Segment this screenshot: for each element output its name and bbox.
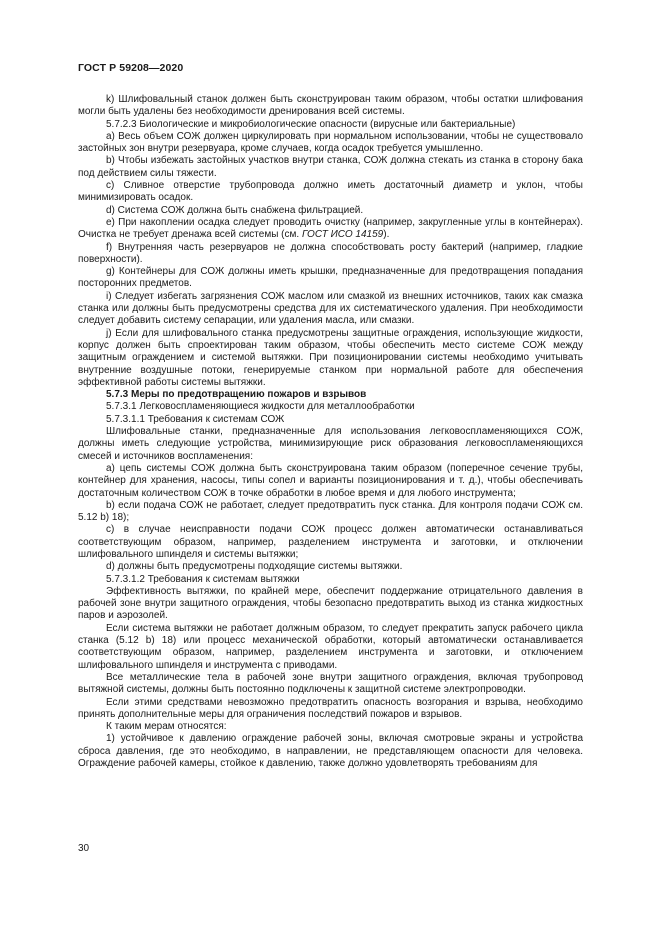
section-heading: 5.7.3 Меры по предотвращению пожаров и взрывов xyxy=(106,389,367,401)
paragraph xyxy=(78,217,583,242)
paragraph: b) если подача СОЖ не работает, следует предотвратить пуск станка. Для контроля подачи СОЖ см. 5.12 b) 18); xyxy=(78,499,583,524)
paragraph-text: e) При накоплении осадка следует проводить очистку (например, закругленные углы в контейнерах). Очистка не требует дренажа всей системы (см. xyxy=(78,216,583,241)
paragraph: К таким мерам относятся: xyxy=(106,721,227,733)
paragraph: 5.7.2.3 Биологические и микробиологические опасности (вирусные или бактериальные) xyxy=(106,118,516,130)
paragraph: i) Следует избегать загрязнения СОЖ маслом или смазкой из внешних источников, таких как смазка станка или должны быть предусмотрены средства для их систематического удаления. При необходимости следует добавить систему сепарации, или удаления масла, или смазки. xyxy=(78,290,583,327)
document-header: ГОСТ Р 59208—2020 xyxy=(78,62,184,74)
paragraph: k) Шлифовальный станок должен быть сконструирован таким образом, чтобы остатки шлифования могли быть удалены без необходимости дренирования всей системы. xyxy=(78,94,583,118)
paragraph: d) должны быть предусмотрены подходящие системы вытяжки. xyxy=(106,561,403,573)
paragraph: 5.7.3.1.2 Требования к системам вытяжки xyxy=(106,573,300,585)
paragraph: Шлифовальные станки, предназначенные для использования легковоспламеняющихся СОЖ, должны иметь следующие устройства, минимизирующие риск образования легковоспламеняющихся смесей и источников воспламенения: xyxy=(78,426,583,462)
document-body xyxy=(78,94,583,770)
paragraph: Если система вытяжки не работает должным образом, то следует прекратить запуск рабочего цикла станка (5.12 b) 18) или процесс механической обработки, который автоматически останавливается соответствующим образом, например, разделением инструмента и заготовки, и отключением шлифовального шпинделя и инструмента с приводами. xyxy=(78,622,583,671)
paragraph: 5.7.3.1.1 Требования к системам СОЖ xyxy=(106,413,285,425)
paragraph: d) Система СОЖ должна быть снабжена фильтрацией. xyxy=(106,204,364,216)
paragraph: Если этими средствами невозможно предотвратить опасность возгорания и взрыва, необходимо принять дополнительные меры для ограничения последствий пожаров и взрывов. xyxy=(78,696,583,720)
paragraph: a) Весь объем СОЖ должен циркулировать при нормальном использовании, чтобы не существовало застойных зон внутри резервуара, кроме случаев, когда осадок требуется умышленно. xyxy=(78,130,583,155)
paragraph: 5.7.3.1 Легковоспламеняющиеся жидкости для металлообработки xyxy=(106,401,415,413)
paragraph: Эффективность вытяжки, по крайней мере, обеспечит поддержание отрицательного давления в рабочей зоне внутри защитного ограждения, чтобы безопасно предотвратить выход из станка жидкостных паров и аэрозолей. xyxy=(78,585,583,622)
paragraph: g) Контейнеры для СОЖ должны иметь крышки, предназначенные для предотвращения попадания посторонних предметов. xyxy=(78,266,583,290)
paragraph: j) Если для шлифовального станка предусмотрены защитные ограждения, использующие жидкости, корпус должен быть спроектирован таким образом, чтобы обеспечить место системе СОЖ между защитным ограждением и системой вытяжки. При позиционировании системы необходимо учитывать внутренние воздушные потоки, генерируемые станком при нормальной работе для обеспечения эффективной работы системы вытяжки. xyxy=(78,327,583,388)
paragraph: f) Внутренняя часть резервуаров не должна способствовать росту бактерий (например, гладкие поверхности). xyxy=(78,241,583,265)
paragraph: b) Чтобы избежать застойных участков внутри станка, СОЖ должна стекать из станка в сторону бака под действием силы тяжести. xyxy=(78,155,583,179)
paragraph: 1) устойчивое к давлению ограждение рабочей зоны, включая смотровые экраны и устройства сброса давления, где это необходимо, в направлении, не представляющем опасности для человека. Ограждение рабочей камеры, стойкое к давлению, также должно удовлетворять требованиям для xyxy=(78,733,583,770)
page-number: 30 xyxy=(78,843,90,854)
paragraph: Все металлические тела в рабочей зоне внутри защитного ограждения, включая трубопровод вытяжной системы, должны быть постоянно подключены к защитной системе электропроводки. xyxy=(78,671,583,696)
paragraph-text-end: ). xyxy=(383,229,390,241)
paragraph: c) Сливное отверстие трубопровода должно иметь достаточный диаметр и уклон, чтобы минимизировать осадок. xyxy=(78,180,583,204)
standard-reference: ГОСТ ИСО 14159 xyxy=(301,229,384,241)
paragraph: c) в случае неисправности подачи СОЖ процесс должен автоматически останавливаться соответствующим образом, например, разделением инструмента и заготовки, и отключении шлифовального шпинделя и системы вытяжки; xyxy=(78,524,583,560)
paragraph: a) цепь системы СОЖ должна быть сконструирована таким образом (поперечное сечение трубы, контейнер для хранения, насосы, типы сопел и варианты позиционирования и т. д.), чтобы обеспечивать достаточным количеством СОЖ в точке обработки в любое время и для любого инструмента; xyxy=(78,462,583,499)
